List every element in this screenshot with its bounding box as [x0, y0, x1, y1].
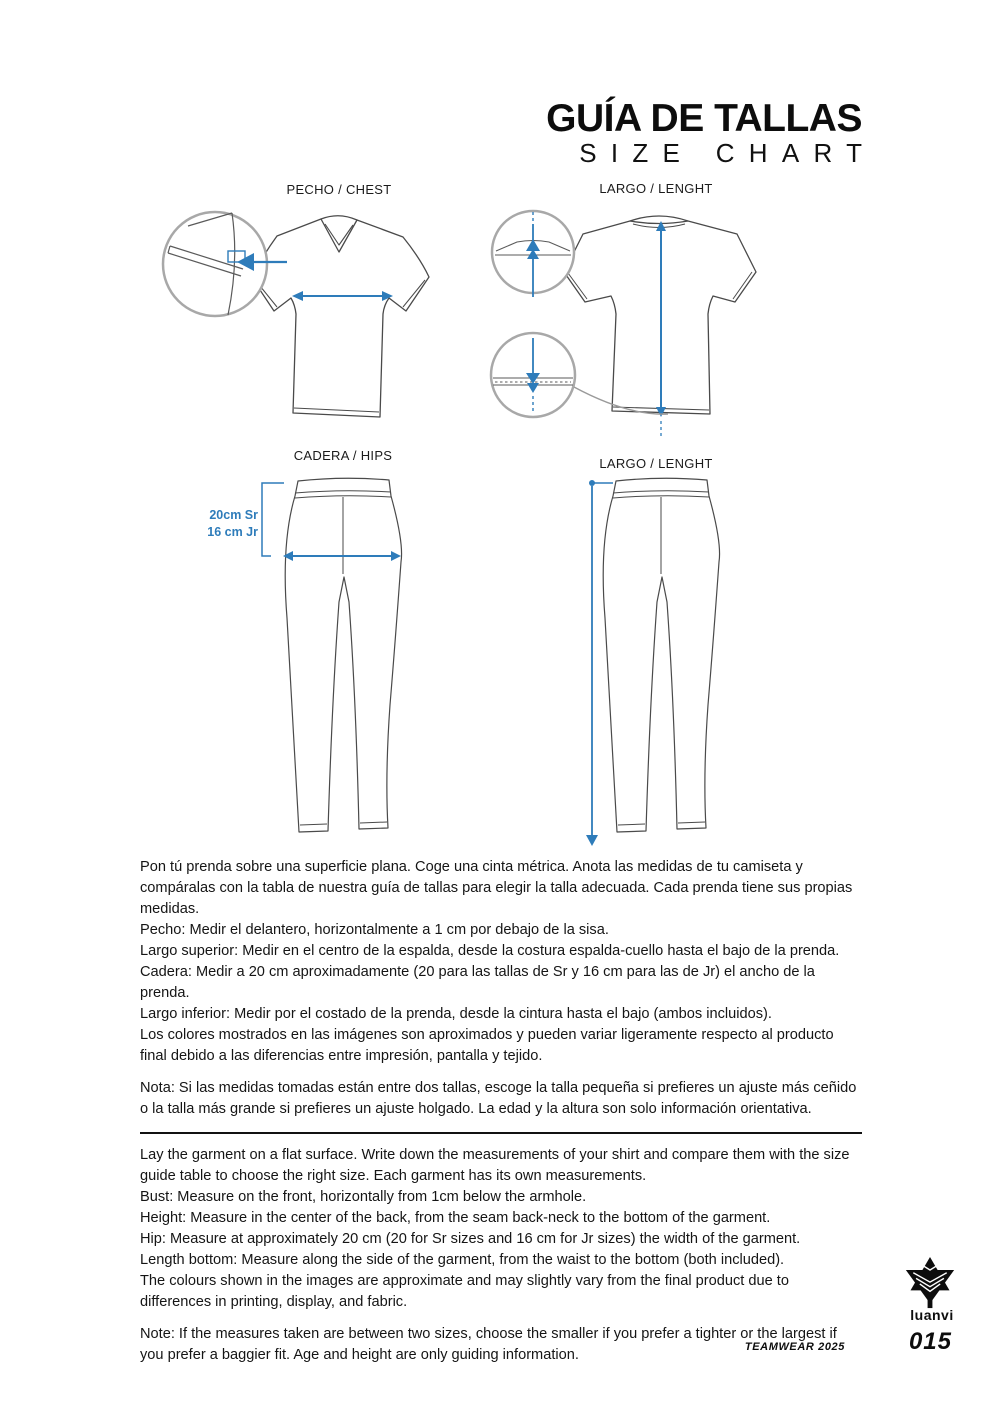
hip-measure-jr: 16 cm Jr [207, 525, 258, 539]
en-note: Note: If the measures taken are between two sizes, choose the smaller if you prefer a tighter or the largest if you prefer a baggier fit. Age and height are only guiding information. [140, 1326, 837, 1363]
collar-zoom-circle [492, 211, 574, 297]
label-length-top: LARGO / LENGHT [599, 181, 713, 196]
es-note: Nota: Si las medidas tomadas están entre dos tallas, escoge la talla pequeña si prefieres un ajuste más ceñido o la talla más grande si prefieres un ajuste holgado. La edad y la altura son solo información orientativa. [140, 1080, 857, 1117]
language-divider [140, 1132, 862, 1134]
luanvi-tree-icon [901, 1257, 959, 1309]
label-hips: CADERA / HIPS [293, 448, 393, 463]
brand-wordmark: luanvi [910, 1307, 954, 1323]
collection-label: TEAMWEAR 2025 [744, 1341, 845, 1353]
en-height: Height: Measure in the center of the back, from the seam back-neck to the bottom of the garment. [140, 1210, 771, 1226]
page-title-es: GUÍA DE TALLAS [546, 97, 862, 140]
es-intro: Pon tú prenda sobre una superficie plana. Coge una cinta métrica. Anota las medidas de tu camiseta y compáralas con la tabla de nuestra guía de tallas para elegir la talla adecuada. Cada prenda tiene sus propias medidas. [140, 859, 853, 917]
brand-logo [901, 1257, 963, 1323]
en-hip: Hip: Measure at approximately 20 cm (20 for Sr sizes and 16 cm for Jr sizes) the width of the garment. [140, 1231, 801, 1247]
leggings-length-diagram [603, 478, 719, 832]
en-intro: Lay the garment on a flat surface. Write down the measurements of your shirt and compare them with the size guide table to choose the right size. Each garment has its own measurements. [140, 1147, 850, 1184]
en-bust: Bust: Measure on the front, horizontally from 1cm below the armhole. [140, 1189, 587, 1205]
english-instructions [140, 1145, 862, 1366]
en-colors: The colours shown in the images are approximate and may slightly vary from the final product due to differences in printing, display, and fabric. [140, 1273, 789, 1310]
es-length-bottom: Largo inferior: Medir por el costado de la prenda, desde la cintura hasta el bajo (ambos incluidos). [140, 1006, 772, 1022]
body-text [140, 857, 862, 1366]
label-length-bottom: LARGO / LENGHT [599, 456, 713, 471]
es-colors: Los colores mostrados en las imágenes son aproximados y pueden variar ligeramente respecto al producto final debido a las diferencias entre impresión, pantalla y tejido. [140, 1027, 834, 1064]
page-number: 015 [908, 1328, 952, 1355]
spanish-instructions [140, 857, 862, 1120]
es-hips: Cadera: Medir a 20 cm aproximadamente (20 para las tallas de Sr y 16 cm para las de Jr) el ancho de la prenda. [140, 964, 815, 1001]
es-chest: Pecho: Medir el delantero, horizontalmente a 1 cm por debajo de la sisa. [140, 922, 609, 938]
es-length-top: Largo superior: Medir en el centro de la espalda, desde la costura espalda-cuello hasta el bajo de la prenda. [140, 943, 840, 959]
en-length-bottom: Length bottom: Measure along the side of the garment, from the waist to the bottom (both included). [140, 1252, 785, 1268]
tshirt-front-diagram [252, 216, 429, 417]
page-title-en: SIZE CHART [579, 138, 877, 168]
label-chest: PECHO / CHEST [286, 182, 392, 197]
hip-measure-sr: 20cm Sr [209, 508, 258, 522]
